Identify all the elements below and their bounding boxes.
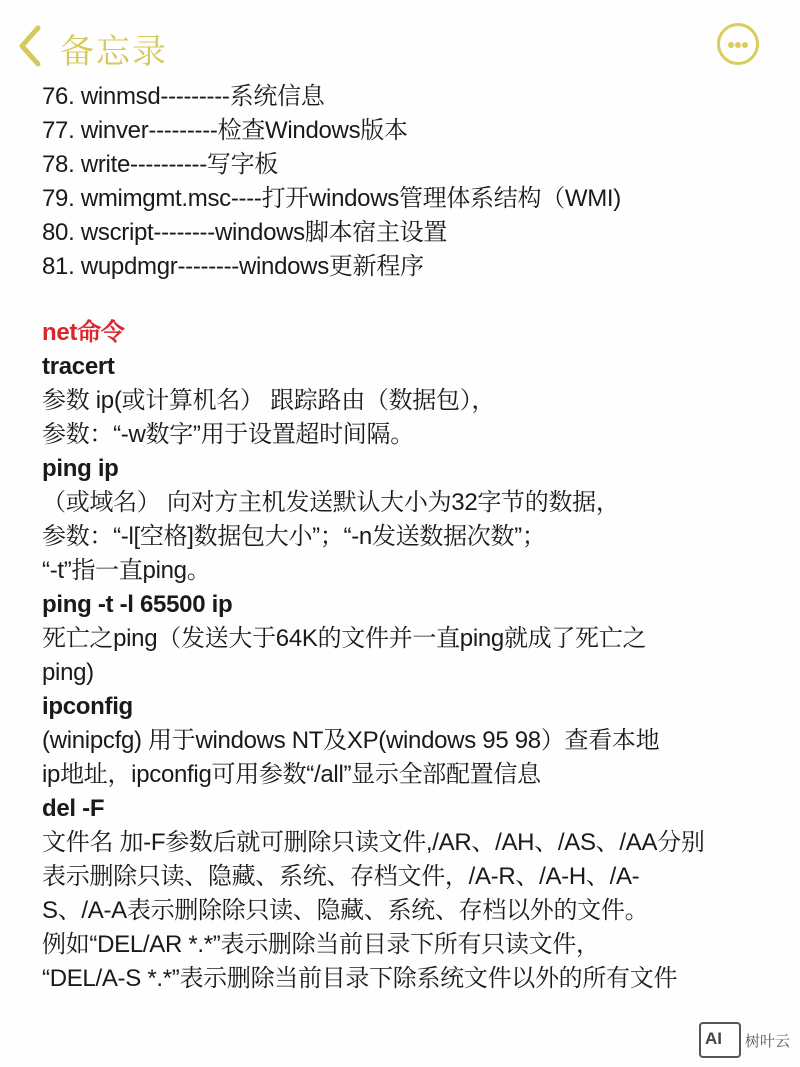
back-button[interactable] (16, 24, 46, 68)
note-line: ip地址，ipconfig可用参数“/all”显示全部配置信息 (42, 761, 541, 788)
watermark (699, 1022, 790, 1058)
note-line: 参数 ip(或计算机名） 跟踪路由（数据包）， (42, 387, 496, 414)
command-heading: ipconfig (42, 693, 133, 720)
note-line: S、/A-A表示删除除只读、隐藏、系统、存档以外的文件。 (42, 897, 649, 924)
chevron-left-icon (16, 24, 46, 68)
section-heading: net命令 (42, 319, 125, 346)
note-line: 例如“DEL/AR *.*”表示删除当前目录下所有只读文件， (42, 931, 600, 958)
watermark-logo: AI (699, 1022, 741, 1058)
command-heading: ping ip (42, 455, 119, 482)
note-line: 死亡之ping（发送大于64K的文件并一直ping就成了死亡之 (42, 625, 647, 652)
note-line: 参数：“-w数字”用于设置超时间隔。 (42, 421, 414, 448)
note-line: 79. wmimgmt.msc----打开windows管理体系结构（WMI) (42, 185, 621, 212)
command-heading: ping -t -l 65500 ip (42, 591, 233, 618)
note-line: 文件名 加-F参数后就可删除只读文件,/AR、/AH、/AS、/AA分别 (42, 829, 705, 856)
note-line: 表示删除只读、隐藏、系统、存档文件，/A-R、/A-H、/A- (42, 863, 640, 890)
note-line: “-t”指一直ping。 (42, 557, 211, 584)
page-title: 备忘录 (60, 33, 168, 71)
more-icon (728, 42, 734, 48)
note-line: 78. write----------写字板 (42, 151, 279, 178)
watermark-text: 树叶云 (745, 1032, 791, 1050)
note-line: 76. winmsd---------系统信息 (42, 83, 325, 110)
more-button[interactable] (717, 23, 759, 65)
nav-bar (0, 0, 800, 80)
command-heading: del -F (42, 795, 105, 822)
note-line: ping) (42, 659, 94, 686)
note-line: 81. wupdmgr--------windows更新程序 (42, 253, 424, 280)
blank-line (42, 284, 782, 316)
more-icon-dot (742, 42, 748, 48)
note-line: “DEL/A-S *.*”表示删除当前目录下除系统文件以外的所有文件 (42, 965, 678, 992)
note-line: （或域名） 向对方主机发送默认大小为32字节的数据， (42, 489, 620, 516)
note-line: (winipcfg) 用于windows NT及XP(windows 95 98）查看本地 (42, 727, 660, 754)
note-body (42, 80, 782, 996)
note-line: 参数：“-l[空格]数据包大小”；“-n发送数据次数”； (42, 523, 546, 550)
command-heading: tracert (42, 353, 115, 380)
note-line: 77. winver---------检查Windows版本 (42, 117, 408, 144)
note-line: 80. wscript--------windows脚本宿主设置 (42, 219, 448, 246)
more-icon-dot (735, 42, 741, 48)
